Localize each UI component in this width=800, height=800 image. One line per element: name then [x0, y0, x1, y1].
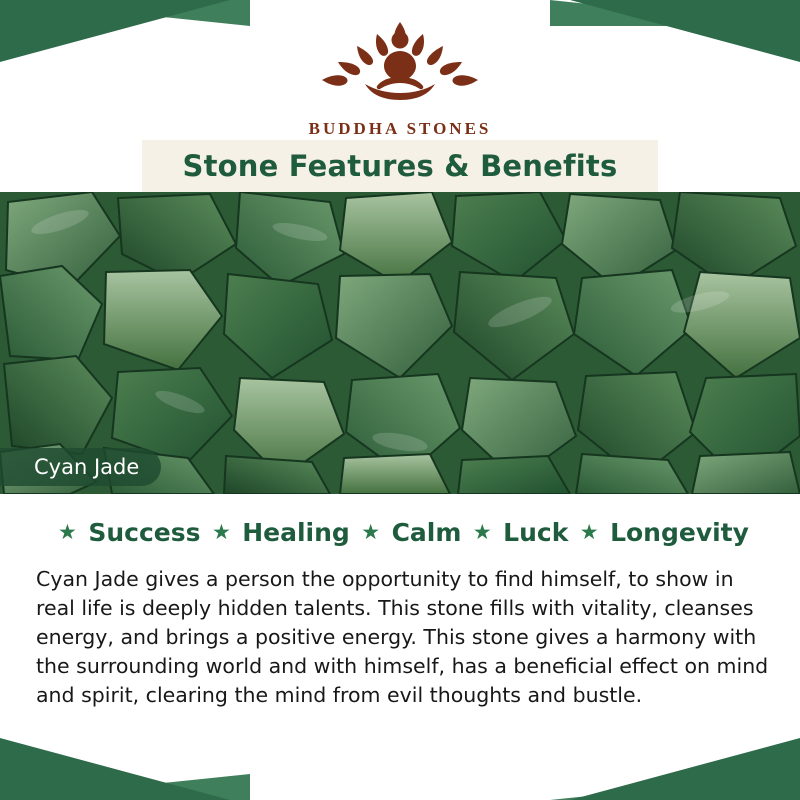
star-icon: ★ [58, 521, 77, 544]
page-title: Stone Features & Benefits [182, 149, 618, 183]
benefit-luck: Luck [503, 518, 569, 547]
description-text: Cyan Jade gives a person the opportunity to find himself, to show in real life is deeply hidden talents. This stone fills with vitality, cleanses energy, and brings a positive energy. This stone gives a harmony with the surrounding world and with himself, has a beneficial effect on mind and spirit, clearing the mind from evil thoughts and bustle. [36, 567, 769, 708]
stone-caption: Cyan Jade [0, 448, 161, 486]
star-icon: ★ [579, 521, 599, 544]
benefit-calm: Calm [391, 518, 462, 547]
brand-header [0, 18, 800, 139]
benefits-row [0, 518, 800, 547]
corner-decoration-bottom-right [570, 738, 800, 800]
corner-decoration-bottom-left [0, 738, 230, 800]
benefit-success: Success [88, 518, 201, 547]
benefit-longevity: Longevity [610, 518, 749, 547]
title-band [142, 140, 658, 192]
lotus-meditation-icon [0, 18, 800, 115]
stone-photo [0, 192, 800, 494]
benefit-healing: Healing [242, 518, 350, 547]
brand-name: BUDDHA STONES [308, 119, 492, 138]
star-icon: ★ [472, 521, 492, 544]
star-icon: ★ [211, 521, 231, 544]
star-icon: ★ [361, 521, 381, 544]
